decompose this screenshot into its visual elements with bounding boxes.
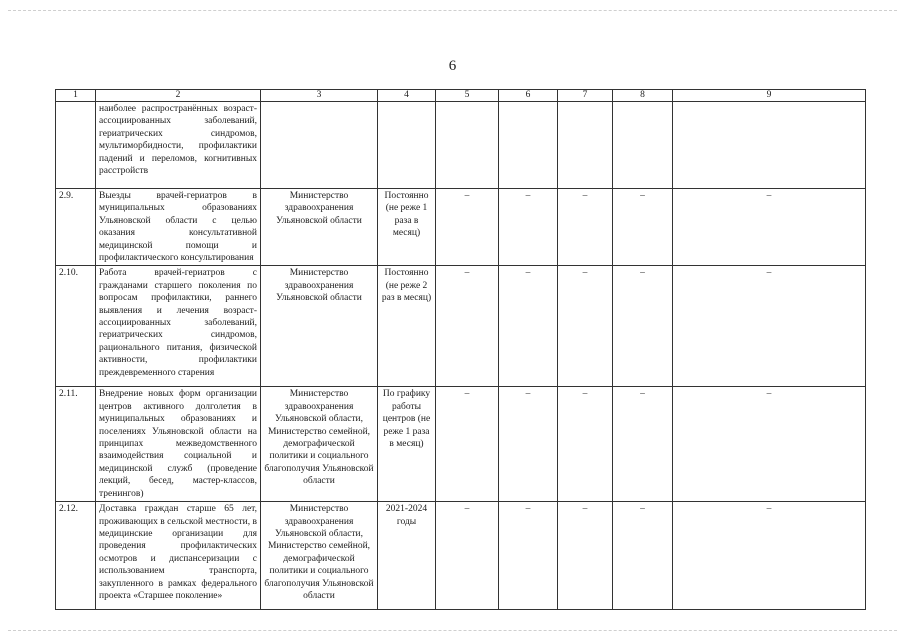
cell-col8: – [613,502,673,610]
cell-col9: – [673,189,866,266]
cell-col7: – [558,502,613,610]
cell-col9: – [673,266,866,387]
table-row [56,266,866,387]
row-number [56,102,96,189]
cell-col8 [613,102,673,189]
responsible-body: Министерство здравоохранения Ульяновской области, Министерство семейной, демографической политики и социального благополучия Ульяновской области [261,502,378,610]
cell-col6: – [499,502,558,610]
page-number: 6 [448,58,457,74]
measure-name: наиболее распространённых возраст-ассоциированных заболеваний, гериатрических синдромов, мультиморбидности, профилактики падений и переломов, когнитивных расстройств [96,102,261,189]
table-row [56,502,866,610]
cell-col7: – [558,189,613,266]
cell-col6: – [499,266,558,387]
cell-col7: – [558,266,613,387]
row-number: 2.11. [56,387,96,502]
cell-col5: – [436,266,499,387]
column-header: 4 [378,90,436,102]
cell-col6: – [499,189,558,266]
cell-col7 [558,102,613,189]
responsible-body [261,102,378,189]
responsible-body: Министерство здравоохранения Ульяновской области [261,266,378,387]
measure-name: Доставка граждан старше 65 лет, проживающих в сельской местности, в медицинские организации для проведения профилактических осмотров и диспансеризации с использованием транспорта, закупленного в рамках федерального проекта «Старшее поколение» [96,502,261,610]
measure-name: Выезды врачей-гериатров в муниципальных образованиях Ульяновской области с целью оказания консультативной медицинской помощи и профилактического консультирования [96,189,261,266]
column-header: 2 [96,90,261,102]
cell-col6: – [499,387,558,502]
execution-period [378,102,436,189]
table-row [56,387,866,502]
table-row [56,102,866,189]
execution-period: Постоянно (не реже 2 раз в месяц) [378,266,436,387]
cell-col5: – [436,189,499,266]
execution-period: 2021-2024 годы [378,502,436,610]
cell-col9: – [673,387,866,502]
cell-col9: – [673,502,866,610]
cell-col8: – [613,189,673,266]
cell-col9 [673,102,866,189]
cell-col5 [436,102,499,189]
responsible-body: Министерство здравоохранения Ульяновской области [261,189,378,266]
cell-col8: – [613,266,673,387]
measure-name: Внедрение новых форм организации центров активного долголетия в муниципальных образованиях и поселениях Ульяновской области на принципах межведомственного взаимодействия социальной и медицинской служб (проведение лекций, бесед, мастер-классов, тренингов) [96,387,261,502]
measures-table [55,89,866,610]
column-header: 8 [613,90,673,102]
cell-col6 [499,102,558,189]
measure-name: Работа врачей-гериатров с гражданами старшего поколения по вопросам профилактики, раннего выявления и лечения возраст-ассоциированных заболеваний, гериатрических синдромов, рационального питания, физической активности, профилактики преждевременного старения [96,266,261,387]
cell-col5: – [436,502,499,610]
responsible-body: Министерство здравоохранения Ульяновской области, Министерство семейной, демографической политики и социального благополучия Ульяновской области [261,387,378,502]
column-header: 5 [436,90,499,102]
column-header: 3 [261,90,378,102]
column-header: 9 [673,90,866,102]
scan-edge-top [8,10,897,11]
table-row [56,189,866,266]
column-header: 6 [499,90,558,102]
cell-col7: – [558,387,613,502]
row-number: 2.10. [56,266,96,387]
scan-edge-bottom [8,630,897,631]
column-header: 1 [56,90,96,102]
column-header: 7 [558,90,613,102]
row-number: 2.12. [56,502,96,610]
execution-period: Постоянно (не реже 1 раза в месяц) [378,189,436,266]
cell-col8: – [613,387,673,502]
execution-period: По графику работы центров (не реже 1 раза в месяц) [378,387,436,502]
cell-col5: – [436,387,499,502]
row-number: 2.9. [56,189,96,266]
header-row [56,90,866,102]
